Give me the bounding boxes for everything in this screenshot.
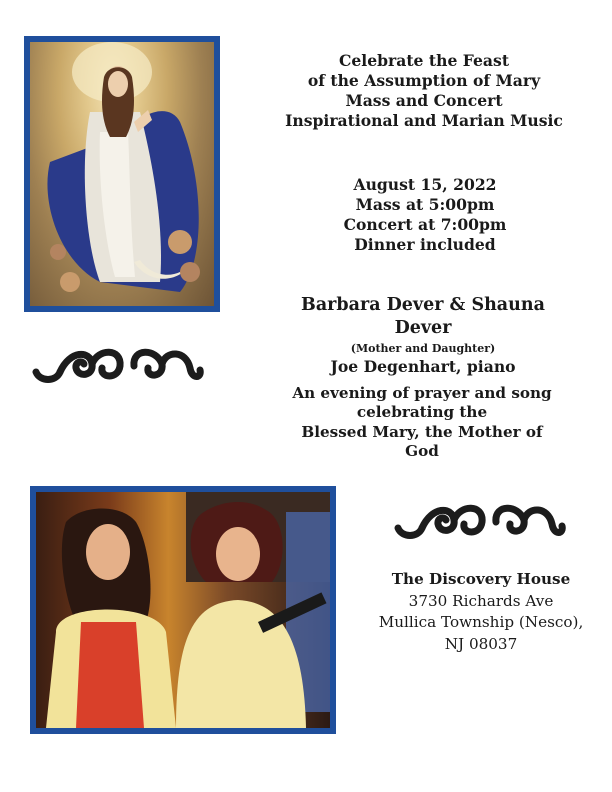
venue-town: Mullica Township (Nesco), [378,613,584,632]
venue-street: 3730 Richards Ave [408,591,554,610]
scroll-ornament-icon [30,342,206,386]
pianist-name: Joe Degenhart, piano [330,357,516,377]
venue-state: NJ 08037 [444,634,518,653]
heading-line-1: Celebrate the Feast [338,51,510,70]
venue-name: The Discovery House [391,570,571,588]
venue-address [378,569,584,655]
painting-frame [24,36,220,312]
relation-note: (Mother and Daughter) [350,341,496,355]
dinner-note: Dinner included [354,234,496,254]
scroll-ornament-icon [392,498,568,542]
event-schedule [320,175,530,255]
mass-time: Mass at 5:00pm [355,194,495,214]
photo-frame [30,486,336,734]
two-singers-photo [36,492,330,728]
event-heading [282,51,566,131]
description-line-1: An evening of prayer and song [292,384,552,402]
heading-line-4: Inspirational and Marian Music [285,110,563,130]
performers [278,294,568,377]
heading-line-2: of the Assumption of Mary [307,70,541,90]
concert-time: Concert at 7:00pm [343,214,507,234]
virgin-mary-painting [30,42,214,306]
singers-names: Barbara Dever & Shauna Dever [301,295,545,338]
event-description [282,384,562,462]
painting-art [30,42,214,306]
description-line-2: celebrating the [356,403,488,422]
description-line-3: Blessed Mary, the Mother of God [301,422,543,461]
heading-line-3: Mass and Concert [345,90,503,110]
photo-art [36,492,330,728]
event-date: August 15, 2022 [353,175,497,194]
